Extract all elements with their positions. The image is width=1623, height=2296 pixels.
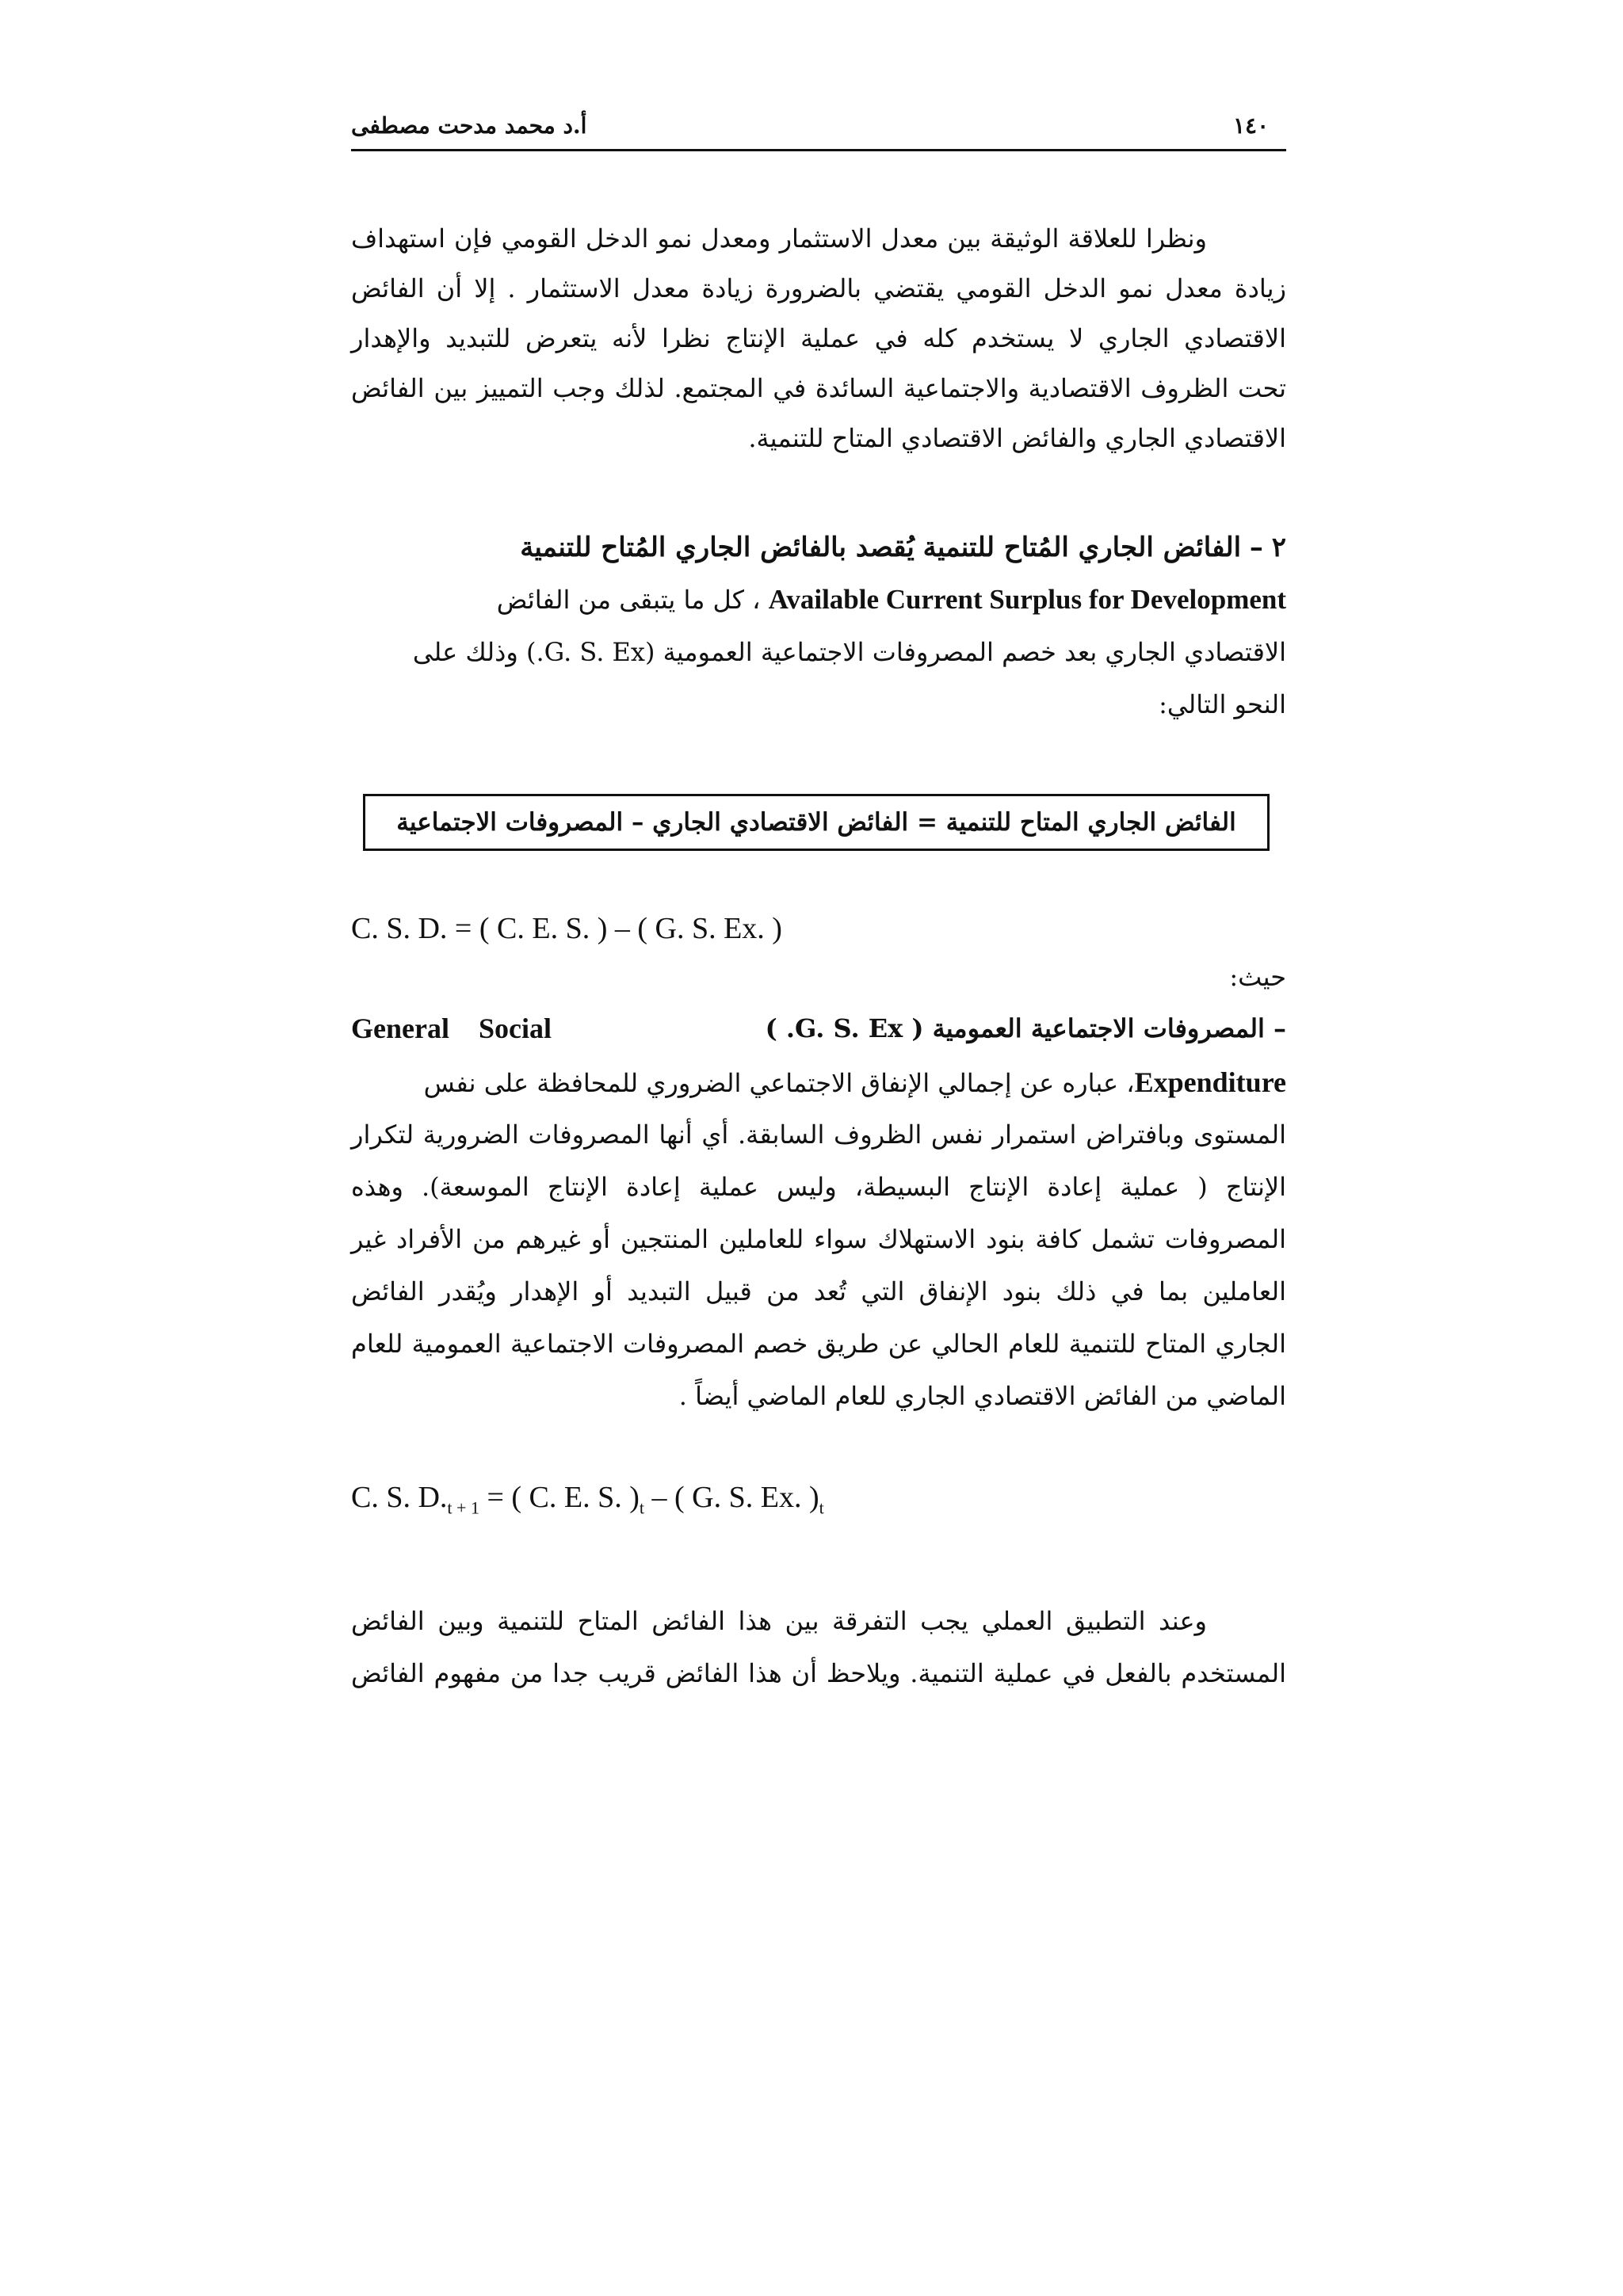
definition-line-6: العاملين بما في ذلك بنود الإنفاق التي تُعد من قبيل التبديد أو الإهدار ويُقدر الفائض	[351, 1276, 1286, 1306]
formula-2	[351, 1480, 824, 1519]
formula2-mid-subscript: t	[639, 1497, 645, 1518]
definition-line-4: الإنتاج ( عملية إعادة الإنتاج البسيطة، وليس عملية إعادة الإنتاج الموسعة). وهذه	[351, 1172, 1286, 1202]
formula2-mid: = ( C. E. S. )	[479, 1481, 640, 1514]
definition-term-english-part1: General Social	[351, 1013, 552, 1044]
section2-title: الفائض الجاري المُتاح للتنمية	[922, 532, 1242, 563]
paragraph1-line-3: الاقتصادي الجاري لا يستخدم كله في عملية الإنتاج نظرا لأنه يتعرض للتبديد والإهدار	[351, 323, 1286, 353]
definition-line-5: المصروفات تشمل كافة بنود الاستهلاك سواء للعاملين المنتجين أو غيرهم من الأفراد غير	[351, 1224, 1286, 1254]
running-head-author: أ.د محمد مدحت مصطفى	[351, 113, 587, 139]
paragraph1-line-5: الاقتصادي الجاري والفائض الاقتصادي المتاح للتنمية.	[748, 423, 1286, 453]
paragraph-last-line-2: المستخدم بالفعل في عملية التنمية. ويلاحظ أن هذا الفائض قريب جدا من مفهوم الفائض	[351, 1658, 1286, 1688]
definition-term-english-part2: Expenditure	[1134, 1066, 1286, 1098]
paragraph1-line-1: ونظرا للعلاقة الوثيقة بين معدل الاستثمار ومعدل نمو الدخل القومي فإن استهداف	[351, 223, 1207, 254]
section2-line-4: النحو التالي:	[1159, 689, 1286, 719]
boxed-equation: الفائض الجاري المتاح للتنمية = الفائض الاقتصادي الجاري – المصروفات الاجتماعية	[363, 794, 1270, 851]
section2-intro: يُقصد بالفائض الجاري المُتاح للتنمية	[520, 532, 915, 563]
page-number: ١٤٠	[1233, 113, 1270, 139]
section2-line2-rest: ، كل ما يتبقى من الفائض	[496, 585, 761, 615]
formula2-lhs-subscript: t + 1	[447, 1497, 479, 1518]
page-header	[351, 111, 1286, 151]
section2-heading-line	[351, 529, 1286, 566]
section2-line-2	[351, 582, 1286, 618]
definition-line-7: الجاري المتاح للتنمية للعام الحالي عن طريق خصم المصروفات الاجتماعية العمومية للعام	[351, 1329, 1286, 1359]
where-label: حيث:	[1229, 962, 1286, 992]
definition-line-1	[351, 1010, 1286, 1047]
formula2-lhs: C. S. D.	[351, 1481, 448, 1514]
formula2-rhs: – ( G. S. Ex. )	[644, 1481, 819, 1514]
definition-term-arabic: – المصروفات الاجتماعية العمومية ( G. S. Ex. )	[765, 1013, 1286, 1043]
paragraph-last-line-1: وعند التطبيق العملي يجب التفرقة بين هذا الفائض المتاح للتنمية وبين الفائض	[351, 1606, 1207, 1636]
section2-english-term: Available Current Surplus for Development	[768, 584, 1286, 615]
section2-dash: –	[1249, 532, 1263, 563]
section2-line-3: الاقتصادي الجاري بعد خصم المصروفات الاجتماعية العمومية (G. S. Ex.) وذلك على	[412, 637, 1286, 667]
formula2-rhs-subscript: t	[819, 1497, 824, 1518]
definition-line2-rest: ، عباره عن إجمالي الإنفاق الاجتماعي الضروري للمحافظة على نفس	[423, 1068, 1135, 1098]
definition-line-8: الماضي من الفائض الاقتصادي الجاري للعام الماضي أيضاً .	[678, 1381, 1286, 1411]
paragraph1-line-4: تحت الظروف الاقتصادية والاجتماعية السائدة في المجتمع. لذلك وجب التمييز بين الفائض	[351, 373, 1287, 403]
definition-line-3: المستوى وبافتراض استمرار نفس الظروف السابقة. أي أنها المصروفات الضرورية لتكرار	[351, 1119, 1287, 1150]
document-page	[351, 0, 1286, 2296]
definition-line-2	[351, 1064, 1286, 1101]
paragraph1-line-2: زيادة معدل نمو الدخل القومي يقتضي بالضرورة زيادة معدل الاستثمار . إلا أن الفائض	[351, 273, 1286, 303]
header-rule	[351, 149, 1286, 151]
section2-number: ٢	[1271, 532, 1286, 563]
formula-1: C. S. D. = ( C. E. S. ) – ( G. S. Ex. )	[351, 912, 782, 945]
